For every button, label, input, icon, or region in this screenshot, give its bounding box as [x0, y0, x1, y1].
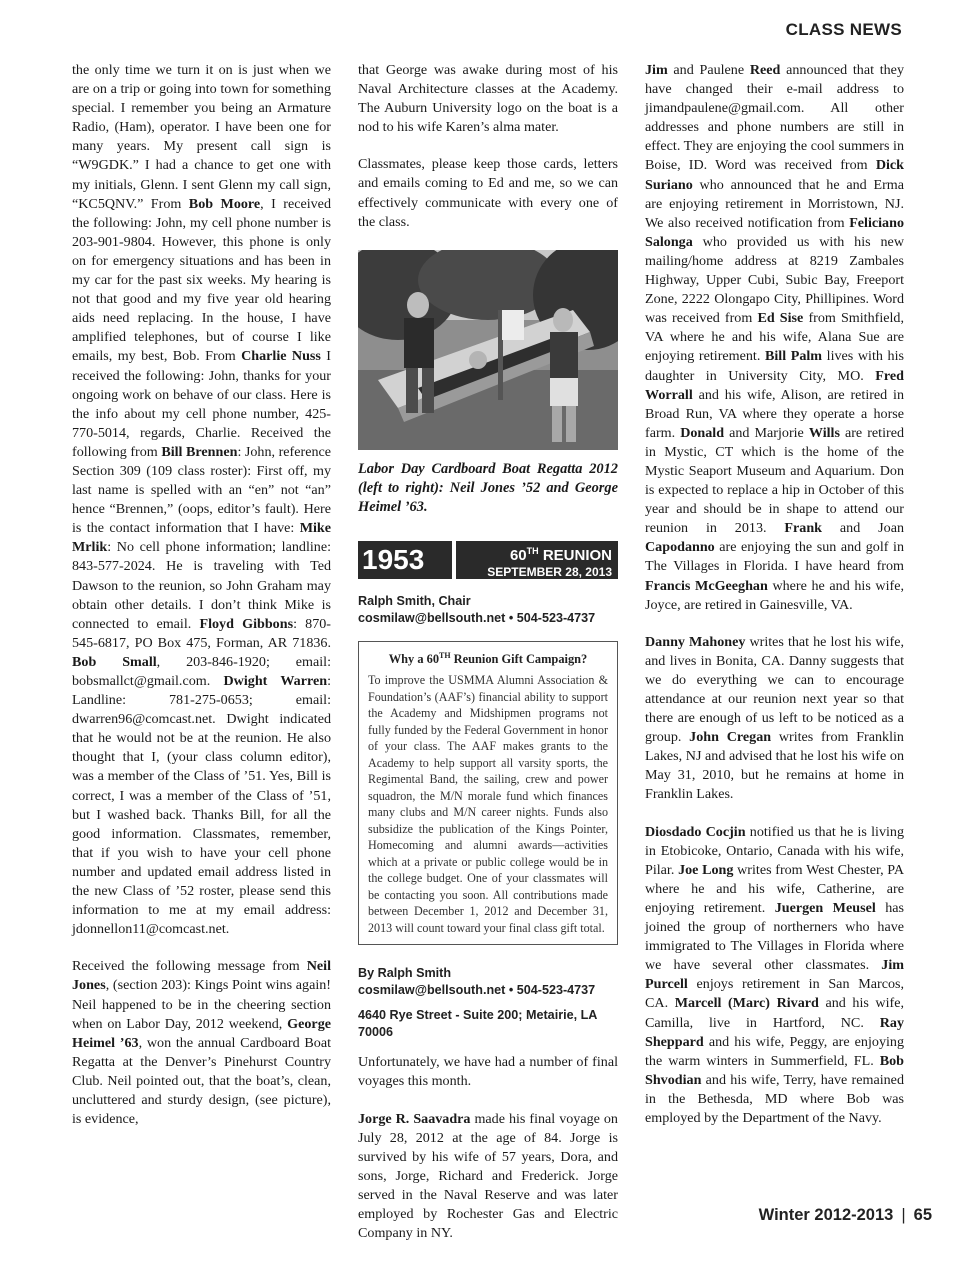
col3-paragraph-2: [645, 633, 904, 805]
footer-separator: |: [901, 1206, 906, 1224]
text: , won the annual Cardboard Boat Regatta at the Denver’s Pinehurst Country Club. Neil pointed out, that the boat’s, clean, uncluttered and sturdy design, (see picture), is evidence,: [72, 1034, 331, 1128]
classmate-name: John Cregan: [689, 729, 772, 746]
text: who provided us with his new mailing/home address at 8219 Zambales Highway, Upper Cubi, Subic Bay, Freeport Zone, 2222 Olongapo City, Phillipines. Word was received from: [645, 233, 904, 327]
gift-campaign-body: To improve the USMMA Alumni Association & Foundation’s (AAF’s) financial ability to support the Academy and Midshipmen programs not fully funded by the Federal Government in honor of your class. The AAF makes grants to the Academy to help support all varsity sports, the Regimental Band, the sailing, crew and power squadron, the M/N morale fund which finances many clubs and M/N career nights. Funds also subsidize the publication of the Kings Pointer, Homecoming and alumni awards—activities which at a private or public college would be in the college budget. One of your classmates will be contacting you soon. All contributions made between December 1, 2012 and December 31, 2013 will count toward your final class gift total.: [368, 673, 608, 935]
text: : John, reference Section 309 (109 class roster): First off, my last name is spelled with an “en” not “an” hence “Brennen,” (oops, editor’s fault). Here is the contact information that I have:: [72, 443, 332, 537]
classmate-name: Capodanno: [645, 539, 715, 556]
text: from Smithfield, VA where he and his wife, Alana Sue are enjoying retirement.: [645, 310, 904, 365]
col1-paragraph-1: [72, 61, 331, 939]
classmate-name: Danny Mahoney: [645, 633, 746, 650]
classmate-name: Donald: [680, 424, 725, 441]
issue-label: Winter 2012-2013: [758, 1206, 894, 1224]
text: and Marjorie: [724, 424, 809, 441]
text: are retired in Mystic, CT which is the home of the Mystic Seaport Museum and Aquarium. Don is expected to replace a hip in October of this year and should be in shape to attend our reunion in 2013.: [645, 424, 905, 537]
text: , I received the following: John, my cell phone number is 203-901-9804. However, this phone is only on for emergency situations and has been in my car for the past six weeks. My hearing is not that good and my five year old hearing aids need replacing. In the house, I have amplified telephones, but of course I like emails, my best, Bob. From: [72, 195, 331, 365]
text: and his wife, Terry, have remained in the Bethesda, MD where Bob was employed by the Department of the Navy.: [645, 1071, 904, 1126]
reunion-label: [456, 541, 618, 579]
classmate-name: Jim Purcell: [645, 957, 904, 993]
col1-paragraph-2: [72, 957, 331, 1129]
text: and his wife, Alison, are retired in Broad Run, VA where they operate a horse farm.: [645, 386, 904, 441]
text: I received the following: John, thanks for your ongoing work on behave of our class. Here is the info about my cell phone number, 425-770-5014, regards, Charlie. Received the following from: [72, 348, 331, 460]
byline: [358, 965, 618, 999]
classmate-name: Bill Palm: [764, 348, 823, 365]
text: where he and his wife, Joyce, are retired in Gainesville, VA.: [645, 577, 904, 613]
classmate-name: Dwight Warren: [223, 673, 328, 689]
text: made his final voyage on July 28, 2012 at the age of 84. Jorge is survived by his wife of 57 years, Dora, and sons, Jorge, Richard and Frederick. Jorge served in the Naval Reserve and was later employed by Rochester Gas and Electric Company in NY.: [358, 1110, 618, 1242]
chair-info: [358, 593, 618, 627]
classmate-name: Bob Moore: [188, 195, 261, 212]
byline-author: By Ralph Smith: [358, 966, 452, 981]
text: has joined the group of northerners who have immigrated to The Villages in Florida where we have several other classmates.: [645, 899, 904, 974]
col2-paragraph-1: that George was awake during most of his Naval Architecture classes at the Academy. The Auburn University logo on the boat is a nod to his wife Karen’s alma mater.: [358, 62, 618, 136]
text: are enjoying the sun and golf in The Villages in Florida. I have heard from: [645, 539, 904, 575]
byline-address: 4640 Rye Street - Suite 200; Metairie, LA 70006: [358, 1008, 597, 1040]
classmate-name: Jorge R. Saavadra: [358, 1110, 471, 1127]
text: enjoys retirement in San Marcos, CA.: [645, 976, 904, 1012]
text: writes from West Chester, PA where he and his wife, Catherine, are enjoying retirement.: [645, 861, 905, 916]
col3-paragraph-3: [645, 823, 904, 1129]
col2-paragraph-3: Unfortunately, we have had a number of final voyages this month.: [358, 1054, 618, 1090]
classmate-name: Floyd Gibbons: [199, 615, 294, 632]
classmate-name: Jim: [645, 62, 668, 78]
text: and Paulene: [667, 62, 750, 78]
col2-paragraph-2: Classmates, please keep those cards, letters and emails coming to Ed and me, so we can effectively communicate with every one of the class.: [358, 156, 618, 230]
classmate-name: Ray Sheppard: [645, 1014, 904, 1050]
text: : 870-545-6817, PO Box 475, Forman, AR 71836.: [72, 615, 331, 651]
text: who announced that he and Erma are enjoying retirement in Morristown, NJ. We also received notification from: [645, 176, 904, 231]
classmate-name: Ed Sise: [757, 310, 804, 327]
classmate-name: Charlie Nuss: [241, 348, 321, 365]
column-1: [72, 61, 331, 1147]
classmate-name: Reed: [749, 62, 781, 78]
text: Reunion Gift Campaign?: [450, 651, 588, 666]
classmate-name: Bob Small: [72, 653, 157, 670]
text: announced that they have changed their e-mail address to jimandpaulene@gmail.com. All other addresses and phone numbers are still in effect. They are enjoying the cool summers in Boise, ID. Word was received from: [645, 62, 904, 174]
text: notified us that he is living in Etobicoke, Ontario, Canada with his wife, Pilar.: [645, 823, 905, 878]
text: Received the following message from: [72, 958, 307, 975]
class-banner: [358, 541, 618, 579]
col3-paragraph-1: [645, 61, 904, 615]
reunion-number: 60: [509, 546, 527, 564]
text: , 203-846-1920; email: bobsmallct@gmail.com.: [72, 653, 331, 689]
gift-campaign-box: [358, 641, 618, 946]
text: and Joan: [822, 520, 904, 537]
classmate-name: Neil Jones: [72, 958, 331, 994]
classmate-name: Francis McGeeghan: [645, 577, 768, 594]
text: : No cell phone information; landline: 843-577-2024. He is traveling with Ted Dawson to the reunion, so John Graham may obtain other details. I don’t think Mike is connected to email.: [72, 539, 331, 632]
classmate-name: Wills: [808, 424, 840, 441]
text: , (section 203): Kings Point wins again! Neil happened to be in the cheering section when on Labor Day, 2012 weekend,: [72, 977, 331, 1032]
classmate-name: Dick Suriano: [645, 157, 904, 193]
classmate-name: Feliciano Salonga: [645, 214, 904, 250]
classmate-name: George Heimel ’63: [72, 1015, 331, 1051]
boat-regatta-photo: [358, 250, 618, 450]
gift-campaign-title: [368, 648, 608, 668]
classmate-name: Bob Shvodian: [645, 1052, 904, 1088]
page-number: 65: [913, 1206, 932, 1224]
chair-name: Ralph Smith, Chair: [358, 593, 471, 608]
classmate-name: Diosdado Cocjin: [645, 823, 746, 840]
classmate-name: Fred Worrall: [645, 367, 904, 403]
classmate-name: Frank: [784, 520, 823, 537]
classmate-name: Juergen Meusel: [774, 899, 876, 916]
photo-caption: Labor Day Cardboard Boat Regatta 2012 (left to right): Neil Jones ’52 and George Heimel ’63.: [358, 460, 618, 515]
byline-contact: cosmilaw@bellsouth.net • 504-523-4737: [358, 983, 596, 998]
classmate-name: Bill Brennen: [161, 443, 238, 460]
text: and his wife, Camilla, live in Hartford, NC.: [645, 995, 904, 1031]
class-year: 1953: [358, 541, 452, 579]
text: the only time we turn it on is just when we are on a trip or going into town for something special. I remember you being an Armature Radio, (Ham), operator. I have been one for many years. My present call sign is “W9GDK.” I had a chance to get one with my initials, Glenn. I sent Glenn my call sign, “KC5QNV.” From: [72, 62, 331, 212]
reunion-word: REUNION: [538, 546, 612, 564]
text: writes from Franklin Lakes, NJ and advised that he lost his wife on May 31, 2010, but he remains at home in Franklin Lakes.: [645, 729, 904, 803]
ordinal: TH: [439, 650, 451, 660]
reunion-date: SEPTEMBER 28, 2013: [487, 564, 612, 579]
column-2: [358, 61, 618, 1261]
text: Why a 60: [388, 651, 440, 666]
text: lives with his daughter in University City, MO.: [645, 348, 904, 384]
col2-paragraph-4: [358, 1110, 618, 1244]
classmate-name: Mike Mrlik: [72, 520, 331, 556]
column-3: [645, 61, 904, 1146]
classmate-name: Marcell (Marc) Rivard: [674, 995, 819, 1012]
text: and his wife, Peggy, are enjoying the warm winters in Summerfield, FL.: [645, 1033, 904, 1069]
section-title: CLASS NEWS: [785, 20, 902, 39]
text: writes that he lost his wife, and lives in Bonita, CA. Danny suggests that we do everything we can to encourage attendance at our reunion next year so that there are enough of us left to be noticed as a group.: [645, 633, 904, 746]
text: : Landline: 781-275-0653; email: dwarren96@comcast.net. Dwight indicated that he would not be at the reunion. He also thought that I, (your class column editor), was a member of the Class of ’51. Yes, Bill is correct, I was a member of the Class of ’51, but I washed back. Thanks Bill, for all the good information. Classmates, remember, that if you wish to have your cell phone number and updated email address listed in the new Class of ’52 roster, please send this information to me at my email address: jdonnellon11@comcast.net.: [72, 673, 331, 938]
chair-contact: cosmilaw@bellsouth.net • 504-523-4737: [358, 610, 596, 625]
page-footer: [759, 1206, 932, 1225]
reunion-ordinal: TH: [526, 545, 539, 556]
classmate-name: Joe Long: [678, 861, 734, 878]
